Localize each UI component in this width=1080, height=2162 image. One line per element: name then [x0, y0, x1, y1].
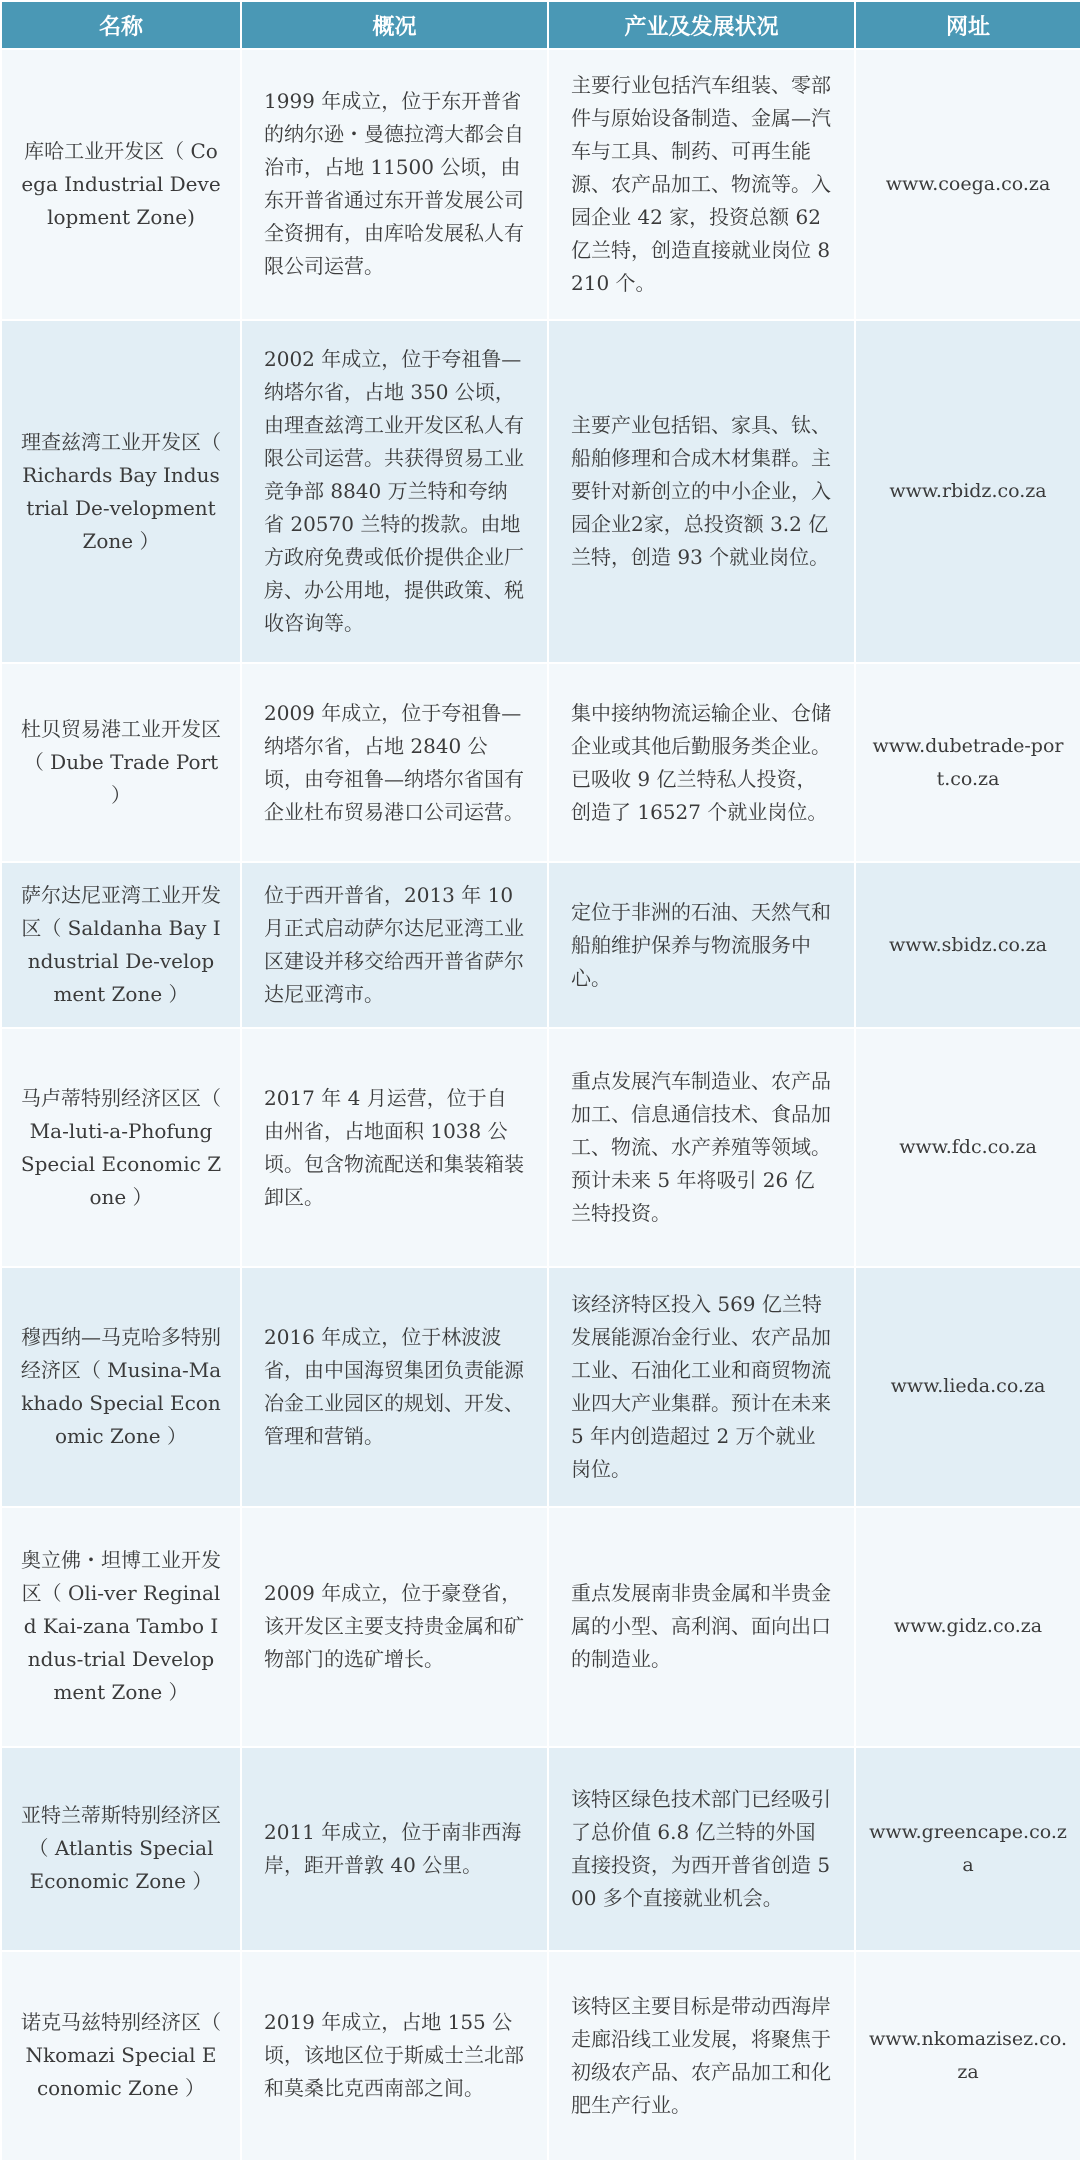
- zone-name: 诺克马兹特别经济区（ Nkomazi Special Economic Zone ）: [1, 1951, 241, 2161]
- zone-industry: 集中接纳物流运输企业、仓储企业或其他后勤服务类企业。已吸收 9 亿兰特私人投资， 创造了 16527 个就业岗位。: [548, 663, 855, 862]
- header-industry: 产业及发展状况: [548, 1, 855, 49]
- table-row: [1, 1267, 1080, 1507]
- table-row: [1, 1951, 1080, 2161]
- zone-name: 杜贝贸易港工业开发区（ Dube Trade Port ）: [1, 663, 241, 862]
- header-overview: 概况: [241, 1, 548, 49]
- zone-url: www.gidz.co.za: [855, 1507, 1080, 1747]
- zone-name: 奥立佛・坦博工业开发区（ Oli-ver Reginald Kai-zana Tambo Indus-trial Development Zone ）: [1, 1507, 241, 1747]
- zone-overview: 2002 年成立，位于夸祖鲁—纳塔尔省，占地 350 公顷，由理查兹湾工业开发区私人有限公司运营。共获得贸易工业竞争部 8840 万兰特和夸纳省 20570 兰特的拨款。由地方政府免费或低价提供企业厂房、办公用地，提供政策、税收咨询等。: [241, 320, 548, 664]
- zone-url: www.coega.co.za: [855, 49, 1080, 320]
- zone-industry: 该经济特区投入 569 亿兰特发展能源冶金行业、农产品加工业、石油化工业和商贸物流业四大产业集群。预计在未来 5 年内创造超过 2 万个就业岗位。: [548, 1267, 855, 1507]
- zone-industry: 定位于非洲的石油、天然气和船舶维护保养与物流服务中心。: [548, 862, 855, 1028]
- zone-industry: 重点发展汽车制造业、农产品加工、信息通信技术、食品加工、物流、水产养殖等领域。预计未来 5 年将吸引 26 亿兰特投资。: [548, 1028, 855, 1267]
- zone-industry: 主要行业包括汽车组装、零部件与原始设备制造、金属—汽车与工具、制药、可再生能源、农产品加工、物流等。入园企业 42 家，投资总额 62 亿兰特，创造直接就业岗位 8210 个。: [548, 49, 855, 320]
- header-name: 名称: [1, 1, 241, 49]
- zone-overview: 2016 年成立，位于林波波省，由中国海贸集团负责能源冶金工业园区的规划、开发、管理和营销。: [241, 1267, 548, 1507]
- zone-overview: 2017 年 4 月运营，位于自由州省，占地面积 1038 公顷。包含物流配送和集装箱装卸区。: [241, 1028, 548, 1267]
- zone-industry: 主要产业包括铝、家具、钛、船舶修理和合成木材集群。主要针对新创立的中小企业，入园企业2家，总投资额 3.2 亿兰特，创造 93 个就业岗位。: [548, 320, 855, 664]
- zone-name: 库哈工业开发区（ Coega Industrial Development Zone): [1, 49, 241, 320]
- zone-overview: 1999 年成立，位于东开普省的纳尔逊・曼德拉湾大都会自治市，占地 11500 公顷，由东开普省通过东开普发展公司全资拥有，由库哈发展私人有限公司运营。: [241, 49, 548, 320]
- zone-name: 萨尔达尼亚湾工业开发区（ Saldanha Bay Industrial De-velopment Zone ）: [1, 862, 241, 1028]
- zone-name: 亚特兰蒂斯特别经济区（ Atlantis Special Economic Zone ）: [1, 1747, 241, 1951]
- zone-overview: 2019 年成立，占地 155 公顷，该地区位于斯威士兰北部和莫桑比克西南部之间。: [241, 1951, 548, 2161]
- header-row: [1, 1, 1080, 49]
- table-row: [1, 663, 1080, 862]
- zone-overview: 位于西开普省，2013 年 10 月正式启动萨尔达尼亚湾工业区建设并移交给西开普省萨尔达尼亚湾市。: [241, 862, 548, 1028]
- zone-industry: 该特区主要目标是带动西海岸走廊沿线工业发展，将聚焦于初级农产品、农产品加工和化肥生产行业。: [548, 1951, 855, 2161]
- zone-url: www.lieda.co.za: [855, 1267, 1080, 1507]
- zone-name: 穆西纳—马克哈多特别经济区（ Musina-Makhado Special Economic Zone ）: [1, 1267, 241, 1507]
- table-row: [1, 320, 1080, 664]
- header-url: 网址: [855, 1, 1080, 49]
- zone-url: www.greencape.co.za: [855, 1747, 1080, 1951]
- zone-url: www.dubetrade-port.co.za: [855, 663, 1080, 862]
- table-row: [1, 49, 1080, 320]
- table-row: [1, 1507, 1080, 1747]
- zone-overview: 2009 年成立，位于夸祖鲁—纳塔尔省，占地 2840 公顷，由夸祖鲁—纳塔尔省国有企业杜布贸易港口公司运营。: [241, 663, 548, 862]
- zone-url: www.sbidz.co.za: [855, 862, 1080, 1028]
- zone-overview: 2009 年成立，位于豪登省，该开发区主要支持贵金属和矿物部门的选矿增长。: [241, 1507, 548, 1747]
- zone-url: www.rbidz.co.za: [855, 320, 1080, 664]
- zone-industry: 该特区绿色技术部门已经吸引了总价值 6.8 亿兰特的外国直接投资，为西开普省创造 500 多个直接就业机会。: [548, 1747, 855, 1951]
- zone-url: www.nkomazisez.co.za: [855, 1951, 1080, 2161]
- zone-industry: 重点发展南非贵金属和半贵金属的小型、高利润、面向出口的制造业。: [548, 1507, 855, 1747]
- table-row: [1, 862, 1080, 1028]
- zone-overview: 2011 年成立，位于南非西海岸，距开普敦 40 公里。: [241, 1747, 548, 1951]
- table-row: [1, 1028, 1080, 1267]
- table-row: [1, 1747, 1080, 1951]
- zone-name: 马卢蒂特别经济区区（ Ma-luti-a-Phofung Special Economic Zone ）: [1, 1028, 241, 1267]
- zone-url: www.fdc.co.za: [855, 1028, 1080, 1267]
- zone-name: 理查兹湾工业开发区（ Richards Bay Industrial De-velopment Zone ）: [1, 320, 241, 664]
